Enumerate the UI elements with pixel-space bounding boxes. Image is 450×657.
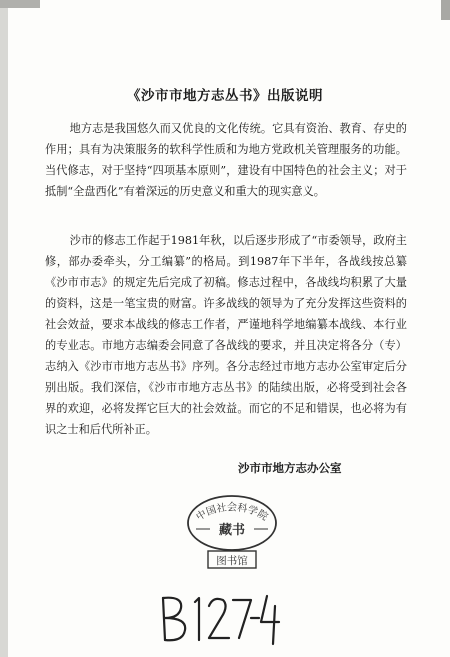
stamp-middle-text: 藏书: [218, 523, 246, 538]
signature-office: 沙市市地方志办公室: [238, 461, 342, 475]
scan-mark: [0, 0, 40, 8]
document-title: 《沙市市地方志丛书》出版说明: [127, 88, 323, 104]
paragraph-text: 沙市的修志工作起于1981年秋，以后逐步形成了“市委领导，政府主修，部办委牵头，分工编纂”的格局。到1987年下半年，各战线按总纂《沙市市志》的规定先后完成了初稿。修志过程中，各战线均积累了大量的资料，这是一笔宝贵的财富。许多战线的领导为了充分发挥这些资料的社会效益，要求本战线的修志工作者，严谨地科学地编纂本战线、本行业的专业志。市地方志编委会同意了各战线的要求，并且决定将各分（专）志纳入《沙市市地方志丛书》序列。各分志经过市地方志办公室审定后分别出版。我们深信，《沙市市地方志丛书》的陆续出版，必将受到社会各界的欢迎，必将发挥它巨大的社会效益。而它的不足和错误，也必将为有识之士和后代所补正。: [45, 234, 407, 436]
paragraph-text: 地方志是我国悠久而又优良的文化传统。它具有资治、教育、存史的作用；具有为决策服务的软科学性质和为地方党政机关管理服务的功能。当代修志，对于坚持“四项基本原则”，建设有中国特色的社会主义；对于抵制“全盘西化”有着深远的历史意义和重大的现实意义。: [45, 122, 407, 198]
scan-mark: [441, 0, 450, 20]
stamp-top-text: 中国社会科学院: [194, 502, 270, 524]
body-paragraph-2: [45, 230, 407, 440]
library-stamp: [172, 493, 292, 573]
handwritten-call-number: [155, 592, 285, 647]
stamp-bottom-text: 图书馆: [216, 555, 248, 567]
svg-text:中国社会科学院: [193, 500, 270, 523]
body-paragraph-1: [45, 118, 407, 202]
